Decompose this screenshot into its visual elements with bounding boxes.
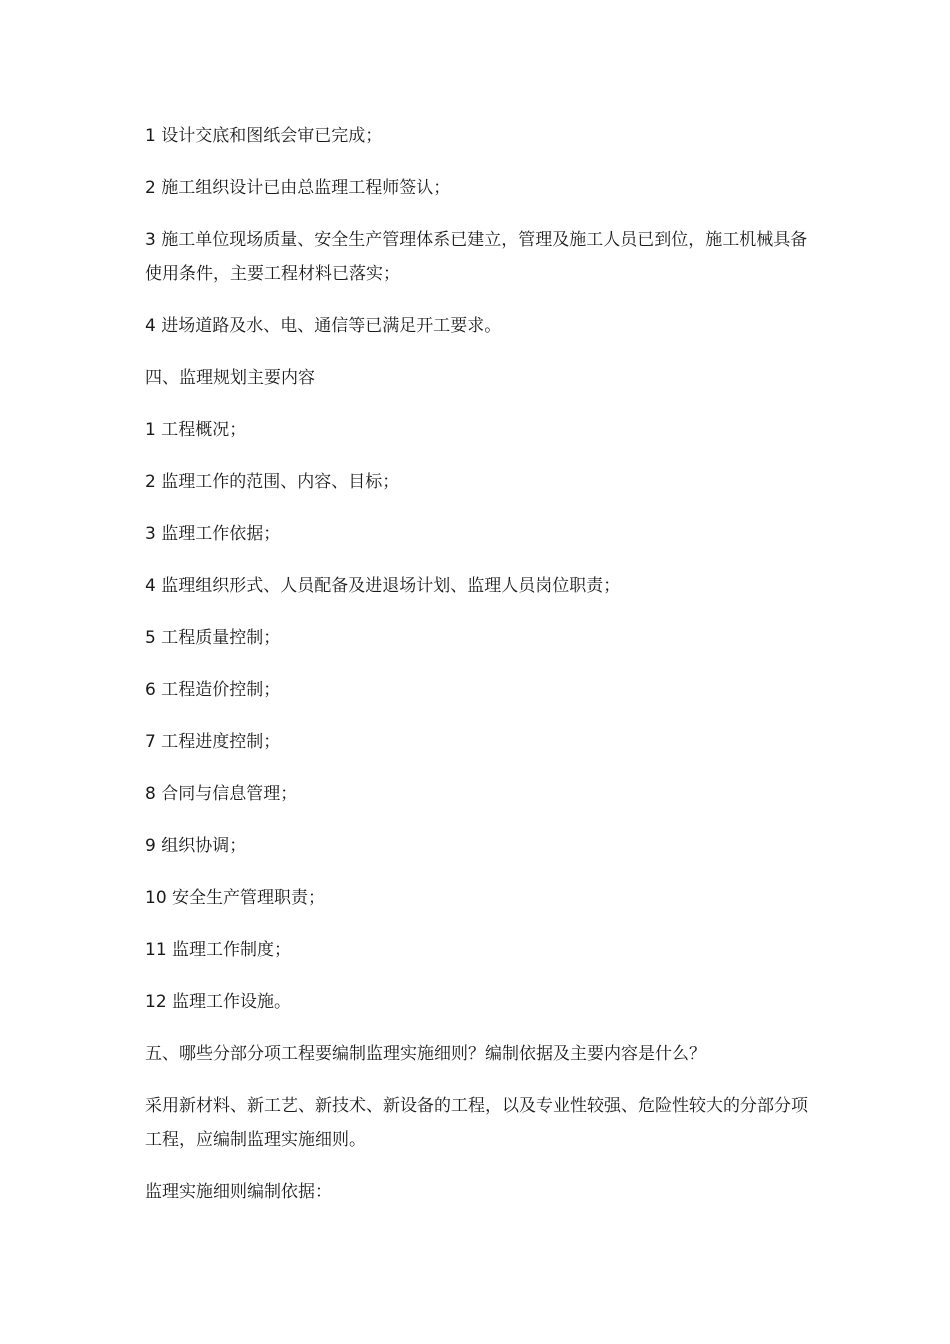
section-heading-supervision-plan: 四、监理规划主要内容 bbox=[145, 368, 315, 388]
paragraph-implementation-scope: 采用新材料、新工艺、新技术、新设备的工程，以及专业性较强、危险性较大的分部分项工程，应编制监理实施细则。 bbox=[145, 1096, 808, 1150]
list-item-coordination: 9 组织协调； bbox=[145, 836, 247, 856]
document-body bbox=[145, 119, 815, 1227]
paragraph-implementation-basis: 监理实施细则编制依据： bbox=[145, 1182, 332, 1202]
list-item-safety: 10 安全生产管理职责； bbox=[145, 888, 326, 908]
paragraph-construction-design-signed: 2 施工组织设计已由总监理工程师签认； bbox=[145, 178, 451, 198]
list-item-organization: 4 监理组织形式、人员配备及进退场计划、监理人员岗位职责； bbox=[145, 576, 621, 596]
paragraph-site-road-utilities: 4 进场道路及水、电、通信等已满足开工要求。 bbox=[145, 316, 502, 336]
list-item-facilities: 12 监理工作设施。 bbox=[145, 992, 292, 1012]
paragraph-design-disclosure: 1 设计交底和图纸会审已完成； bbox=[145, 126, 383, 146]
list-item-work-system: 11 监理工作制度； bbox=[145, 940, 292, 960]
paragraph-management-system: 3 施工单位现场质量、安全生产管理体系已建立，管理及施工人员已到位，施工机械具备使用条件，主要工程材料已落实； bbox=[145, 230, 808, 284]
list-item-quality-control: 5 工程质量控制； bbox=[145, 628, 281, 648]
section-heading-implementation-rules: 五、哪些分部分项工程要编制监理实施细则？编制依据及主要内容是什么？ bbox=[145, 1044, 706, 1064]
list-item-basis: 3 监理工作依据； bbox=[145, 524, 281, 544]
list-item-schedule-control: 7 工程进度控制； bbox=[145, 732, 281, 752]
list-item-project-overview: 1 工程概况； bbox=[145, 420, 247, 440]
list-item-scope: 2 监理工作的范围、内容、目标； bbox=[145, 472, 400, 492]
list-item-cost-control: 6 工程造价控制； bbox=[145, 680, 281, 700]
list-item-contract-info: 8 合同与信息管理； bbox=[145, 784, 298, 804]
